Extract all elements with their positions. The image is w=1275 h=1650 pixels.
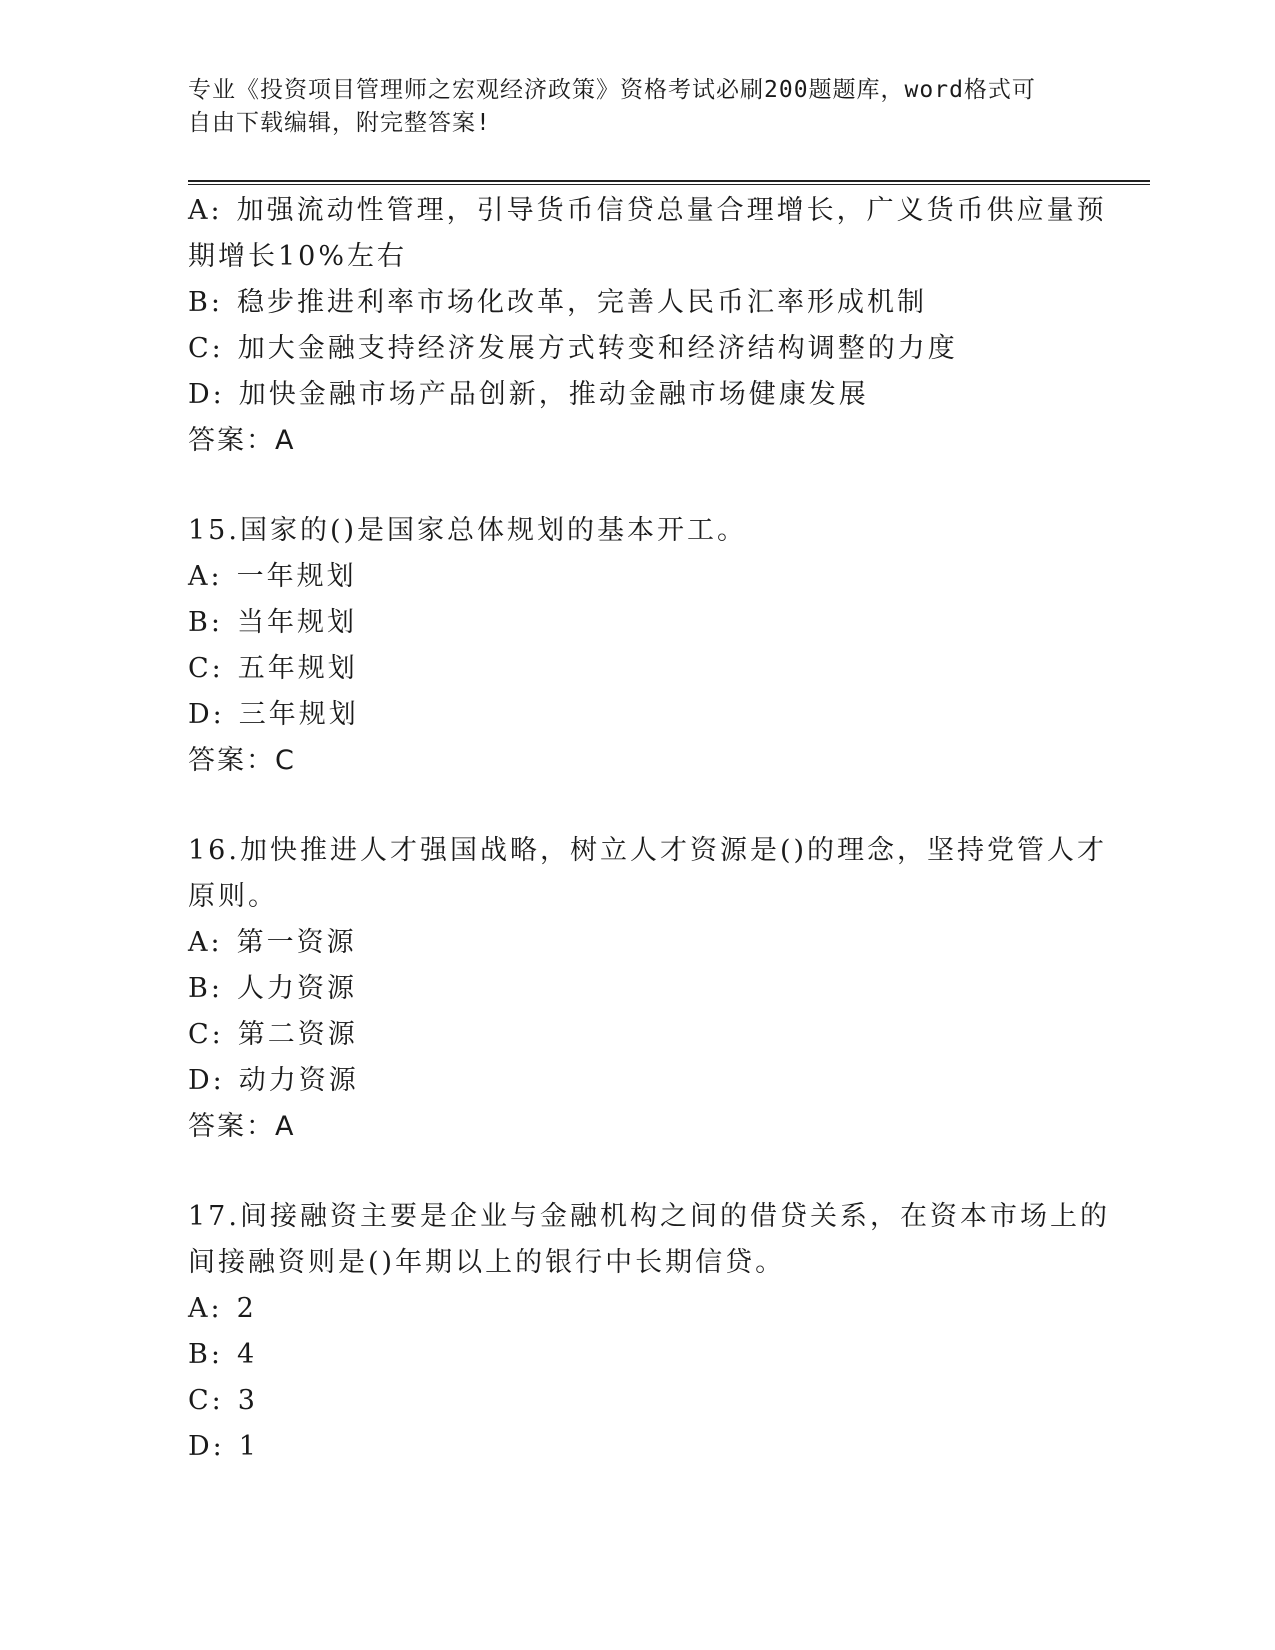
question-stem: 15.国家的()是国家总体规划的基本开工。	[188, 515, 748, 546]
header-divider	[188, 180, 1150, 185]
option-text: 第一资源	[236, 927, 357, 958]
option-key: D:	[188, 699, 225, 730]
answer: 答案：C	[188, 745, 296, 776]
question-stem: 17.间接融资主要是企业与金融机构之间的借贷关系，在资本市场上的	[188, 1201, 1110, 1232]
option-a	[188, 920, 1088, 966]
option-key: D:	[188, 1065, 225, 1096]
option-text: 加大金融支持经济发展方式转变和经济结构调整的力度	[237, 333, 958, 364]
option-key: B:	[188, 1339, 223, 1370]
option-a	[188, 1286, 1088, 1332]
option-text: 加快金融市场产品创新，推动金融市场健康发展	[238, 379, 869, 410]
option-key: A:	[188, 561, 223, 592]
option-text: 五年规划	[237, 653, 358, 684]
option-key: A:	[188, 927, 223, 958]
option-a	[188, 554, 1088, 600]
option-text: 稳步推进利率市场化改革，完善人民币汇率形成机制	[236, 287, 927, 318]
question-stem-continued: 间接融资则是()年期以上的银行中长期信贷。	[188, 1247, 786, 1278]
option-key: B:	[188, 287, 223, 318]
option-a	[188, 188, 1107, 234]
option-text: 一年规划	[236, 561, 357, 592]
option-d	[188, 372, 1088, 418]
option-key: D:	[188, 379, 225, 410]
option-text: 2	[236, 1293, 257, 1324]
option-key: B:	[188, 607, 223, 638]
option-c	[188, 1378, 1088, 1424]
option-key: C:	[188, 1385, 224, 1416]
option-key: D:	[188, 1431, 225, 1462]
option-c	[188, 326, 1088, 372]
option-text: 当年规划	[236, 607, 357, 638]
option-d	[188, 692, 1088, 738]
option-b	[188, 966, 1088, 1012]
answer: 答案：A	[188, 425, 296, 456]
option-key: B:	[188, 973, 223, 1004]
option-text: 4	[236, 1339, 258, 1370]
option-key: A:	[188, 1293, 223, 1324]
answer: 答案：A	[188, 1111, 296, 1142]
page-header	[188, 74, 1088, 140]
header-line-2: 自由下载编辑，附完整答案!	[188, 110, 491, 136]
option-text: 加强流动性管理，引导货币信贷总量合理增长，广义货币供应量预	[236, 195, 1107, 226]
question-15	[188, 508, 1088, 784]
option-key: C:	[188, 653, 224, 684]
option-d	[188, 1424, 1088, 1470]
header-line-1: 专业《投资项目管理师之宏观经济政策》资格考试必刷200题题库，word格式可	[188, 77, 1036, 103]
question-16	[188, 828, 1108, 1150]
option-b	[188, 280, 1088, 326]
option-a-continued: 期增长10%左右	[188, 241, 408, 272]
option-text: 第二资源	[237, 1019, 358, 1050]
option-b	[188, 1332, 1088, 1378]
option-b	[188, 600, 1088, 646]
option-text: 人力资源	[236, 973, 357, 1004]
question-list	[188, 188, 1110, 1470]
option-key: A:	[188, 195, 223, 226]
option-c	[188, 646, 1088, 692]
option-text: 动力资源	[238, 1065, 359, 1096]
question-14	[188, 188, 1107, 464]
option-key: C:	[188, 1019, 224, 1050]
question-stem: 16.加快推进人才强国战略，树立人才资源是()的理念，坚持党管人才	[188, 835, 1108, 866]
option-d	[188, 1058, 1088, 1104]
question-stem-continued: 原则。	[188, 881, 278, 912]
question-17	[188, 1194, 1110, 1470]
option-text: 3	[237, 1385, 258, 1416]
option-c	[188, 1012, 1088, 1058]
option-text: 三年规划	[238, 699, 359, 730]
option-text: 1	[238, 1431, 259, 1462]
option-key: C:	[188, 333, 224, 364]
